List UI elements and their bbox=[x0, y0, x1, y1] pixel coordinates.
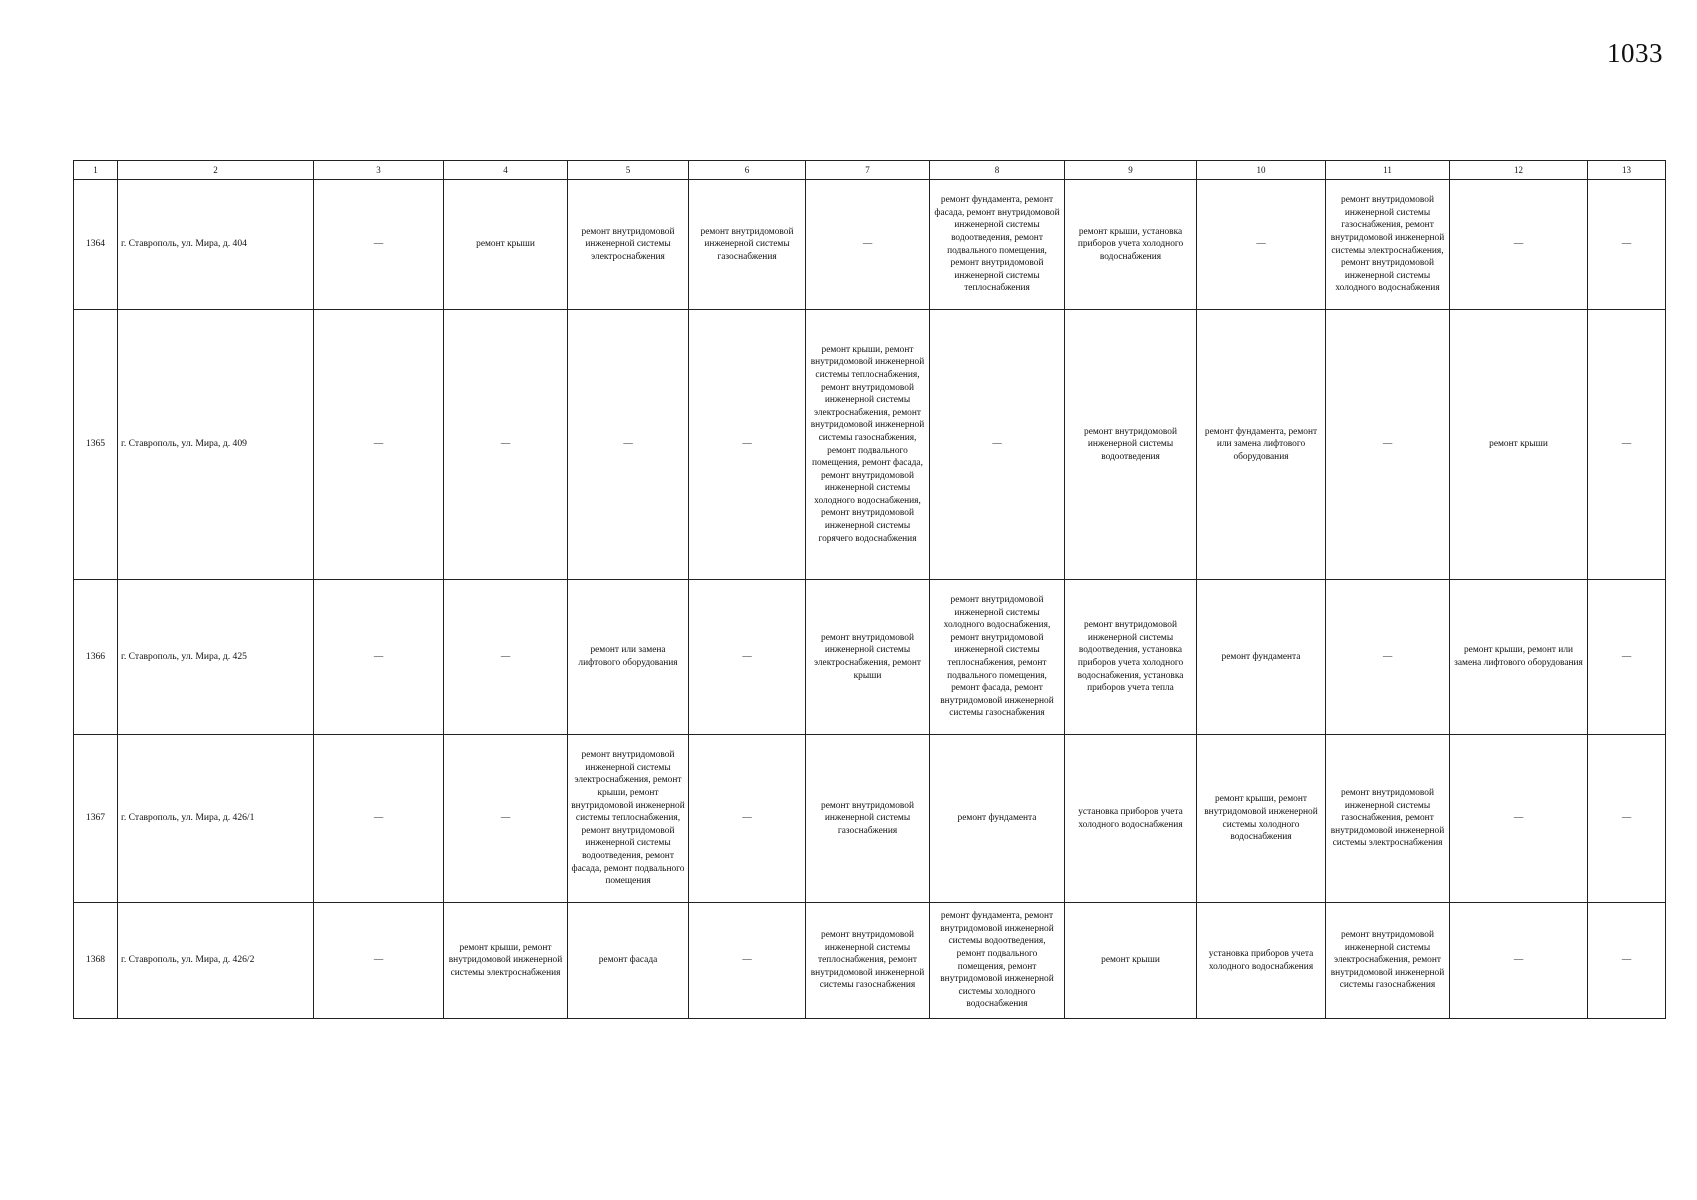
cell-col6: — bbox=[689, 735, 806, 903]
row-number: 1364 bbox=[74, 180, 118, 310]
cell-col7: ремонт внутридомовой инженерной системы электроснабжения, ремонт крыши bbox=[806, 580, 930, 735]
column-header: 1 bbox=[74, 161, 118, 180]
cell-col7: ремонт крыши, ремонт внутридомовой инженерной системы теплоснабжения, ремонт внутридомовой инженерной системы электроснабжения, ремонт внутридомовой инженерной системы газоснабжения, ремонт подвального помещения, ремонт фасада, ремонт внутридомовой инженерной системы холодного водоснабжения, ремонт внутридомовой инженерной системы горячего водоснабжения bbox=[806, 310, 930, 580]
cell-col6: — bbox=[689, 903, 806, 1019]
cell-col10: установка приборов учета холодного водоснабжения bbox=[1197, 903, 1326, 1019]
column-header: 5 bbox=[568, 161, 689, 180]
row-address: г. Ставрополь, ул. Мира, д. 426/2 bbox=[118, 903, 314, 1019]
cell-col12: — bbox=[1450, 735, 1588, 903]
row-number: 1367 bbox=[74, 735, 118, 903]
cell-col13: — bbox=[1588, 580, 1666, 735]
cell-col10: ремонт фундамента, ремонт или замена лифтового оборудования bbox=[1197, 310, 1326, 580]
cell-col9: ремонт внутридомовой инженерной системы водоотведения bbox=[1065, 310, 1197, 580]
cell-col11: — bbox=[1326, 580, 1450, 735]
cell-col10: ремонт фундамента bbox=[1197, 580, 1326, 735]
cell-col3: — bbox=[314, 735, 444, 903]
cell-col8: ремонт фундамента bbox=[930, 735, 1065, 903]
cell-col4: — bbox=[444, 735, 568, 903]
row-number: 1365 bbox=[74, 310, 118, 580]
row-address: г. Ставрополь, ул. Мира, д. 425 bbox=[118, 580, 314, 735]
cell-col5: ремонт внутридомовой инженерной системы электроснабжения bbox=[568, 180, 689, 310]
cell-col9: установка приборов учета холодного водоснабжения bbox=[1065, 735, 1197, 903]
cell-col8: ремонт внутридомовой инженерной системы холодного водоснабжения, ремонт внутридомовой инженерной системы теплоснабжения, ремонт подвального помещения, ремонт фасада, ремонт внутридомовой инженерной системы газоснабжения bbox=[930, 580, 1065, 735]
cell-col6: — bbox=[689, 580, 806, 735]
cell-col12: — bbox=[1450, 903, 1588, 1019]
cell-col3: — bbox=[314, 180, 444, 310]
cell-col11: ремонт внутридомовой инженерной системы электроснабжения, ремонт внутридомовой инженерной системы газоснабжения bbox=[1326, 903, 1450, 1019]
column-header: 8 bbox=[930, 161, 1065, 180]
cell-col5: ремонт внутридомовой инженерной системы электроснабжения, ремонт крыши, ремонт внутридомовой инженерной системы теплоснабжения, ремонт внутридомовой инженерной системы водоотведения, ремонт фасада, ремонт подвального помещения bbox=[568, 735, 689, 903]
column-header: 9 bbox=[1065, 161, 1197, 180]
cell-col3: — bbox=[314, 310, 444, 580]
column-number-row bbox=[74, 161, 1666, 180]
cell-col5: — bbox=[568, 310, 689, 580]
column-header: 11 bbox=[1326, 161, 1450, 180]
cell-col6: ремонт внутридомовой инженерной системы газоснабжения bbox=[689, 180, 806, 310]
cell-col13: — bbox=[1588, 735, 1666, 903]
page-number: 1033 bbox=[1607, 38, 1663, 68]
cell-col5: ремонт фасада bbox=[568, 903, 689, 1019]
cell-col11: ремонт внутридомовой инженерной системы газоснабжения, ремонт внутридомовой инженерной системы электроснабжения bbox=[1326, 735, 1450, 903]
row-address: г. Ставрополь, ул. Мира, д. 404 bbox=[118, 180, 314, 310]
cell-col13: — bbox=[1588, 310, 1666, 580]
cell-col9: ремонт внутридомовой инженерной системы водоотведения, установка приборов учета холодного водоснабжения, установка приборов учета тепла bbox=[1065, 580, 1197, 735]
cell-col3: — bbox=[314, 903, 444, 1019]
column-header: 13 bbox=[1588, 161, 1666, 180]
cell-col7: ремонт внутридомовой инженерной системы газоснабжения bbox=[806, 735, 930, 903]
cell-col9: ремонт крыши, установка приборов учета холодного водоснабжения bbox=[1065, 180, 1197, 310]
table-row bbox=[74, 310, 1666, 580]
column-header: 6 bbox=[689, 161, 806, 180]
table-row bbox=[74, 580, 1666, 735]
cell-col8: ремонт фундамента, ремонт фасада, ремонт внутридомовой инженерной системы водоотведения, ремонт подвального помещения, ремонт внутридомовой инженерной системы теплоснабжения bbox=[930, 180, 1065, 310]
column-header: 7 bbox=[806, 161, 930, 180]
cell-col13: — bbox=[1588, 180, 1666, 310]
cell-col9: ремонт крыши bbox=[1065, 903, 1197, 1019]
cell-col13: — bbox=[1588, 903, 1666, 1019]
cell-col8: — bbox=[930, 310, 1065, 580]
column-header: 12 bbox=[1450, 161, 1588, 180]
cell-col4: ремонт крыши, ремонт внутридомовой инженерной системы электроснабжения bbox=[444, 903, 568, 1019]
cell-col6: — bbox=[689, 310, 806, 580]
table-row bbox=[74, 903, 1666, 1019]
row-number: 1366 bbox=[74, 580, 118, 735]
cell-col11: ремонт внутридомовой инженерной системы газоснабжения, ремонт внутридомовой инженерной системы электроснабжения, ремонт внутридомовой инженерной системы холодного водоснабжения bbox=[1326, 180, 1450, 310]
cell-col4: ремонт крыши bbox=[444, 180, 568, 310]
row-address: г. Ставрополь, ул. Мира, д. 409 bbox=[118, 310, 314, 580]
table-row bbox=[74, 180, 1666, 310]
cell-col12: ремонт крыши bbox=[1450, 310, 1588, 580]
cell-col5: ремонт или замена лифтового оборудования bbox=[568, 580, 689, 735]
cell-col12: ремонт крыши, ремонт или замена лифтового оборудования bbox=[1450, 580, 1588, 735]
cell-col10: — bbox=[1197, 180, 1326, 310]
cell-col8: ремонт фундамента, ремонт внутридомовой инженерной системы водоотведения, ремонт подвального помещения, ремонт внутридомовой инженерной системы холодного водоснабжения bbox=[930, 903, 1065, 1019]
column-header: 3 bbox=[314, 161, 444, 180]
cell-col3: — bbox=[314, 580, 444, 735]
row-number: 1368 bbox=[74, 903, 118, 1019]
cell-col4: — bbox=[444, 580, 568, 735]
column-header: 10 bbox=[1197, 161, 1326, 180]
cell-col11: — bbox=[1326, 310, 1450, 580]
column-header: 4 bbox=[444, 161, 568, 180]
cell-col4: — bbox=[444, 310, 568, 580]
cell-col12: — bbox=[1450, 180, 1588, 310]
cell-col10: ремонт крыши, ремонт внутридомовой инженерной системы холодного водоснабжения bbox=[1197, 735, 1326, 903]
repair-schedule-table bbox=[73, 160, 1666, 1019]
cell-col7: — bbox=[806, 180, 930, 310]
column-header: 2 bbox=[118, 161, 314, 180]
table-row bbox=[74, 735, 1666, 903]
cell-col7: ремонт внутридомовой инженерной системы теплоснабжения, ремонт внутридомовой инженерной системы газоснабжения bbox=[806, 903, 930, 1019]
row-address: г. Ставрополь, ул. Мира, д. 426/1 bbox=[118, 735, 314, 903]
